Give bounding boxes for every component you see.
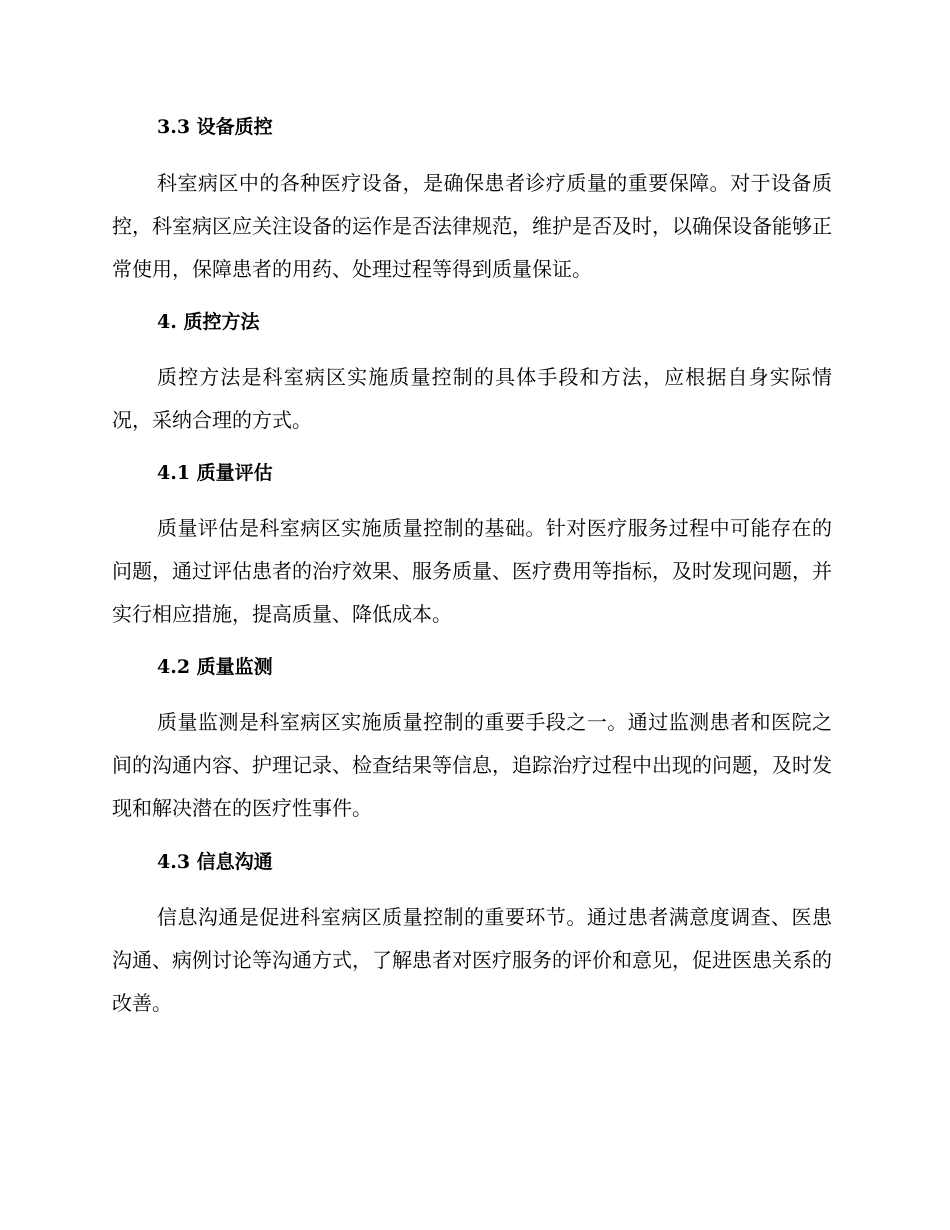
- section-paragraph-4-1: 质量评估是科室病区实施质量控制的基础。针对医疗服务过程中可能存在的问题，通过评估患者的治疗效果、服务质量、医疗费用等指标，及时发现问题，并实行相应措施，提高质量、降低成本。: [112, 516, 832, 626]
- section-heading-4-2: 4.2 质量监测: [157, 656, 273, 678]
- section-heading-4-3: 4.3 信息沟通: [157, 851, 273, 873]
- section-paragraph-4-3: 信息沟通是促进科室病区质量控制的重要环节。通过患者满意度调查、医患沟通、病例讨论等沟通方式，了解患者对医疗服务的评价和意见，促进医患关系的改善。: [112, 905, 832, 1015]
- section-heading-3-3: 3.3 设备质控: [157, 116, 273, 138]
- section-paragraph-3-3: 科室病区中的各种医疗设备，是确保患者诊疗质量的重要保障。对于设备质控，科室病区应关注设备的运作是否法律规范，维护是否及时，以确保设备能够正常使用，保障患者的用药、处理过程等得到质量保证。: [112, 171, 832, 281]
- section-paragraph-4: 质控方法是科室病区实施质量控制的具体手段和方法，应根据自身实际情况，采纳合理的方式。: [112, 365, 832, 432]
- section-heading-4: 4. 质控方法: [157, 311, 260, 333]
- section-heading-4-1: 4.1 质量评估: [157, 462, 273, 484]
- section-paragraph-4-2: 质量监测是科室病区实施质量控制的重要手段之一。通过监测患者和医院之间的沟通内容、护理记录、检查结果等信息，追踪治疗过程中出现的问题，及时发现和解决潜在的医疗性事件。: [112, 710, 832, 820]
